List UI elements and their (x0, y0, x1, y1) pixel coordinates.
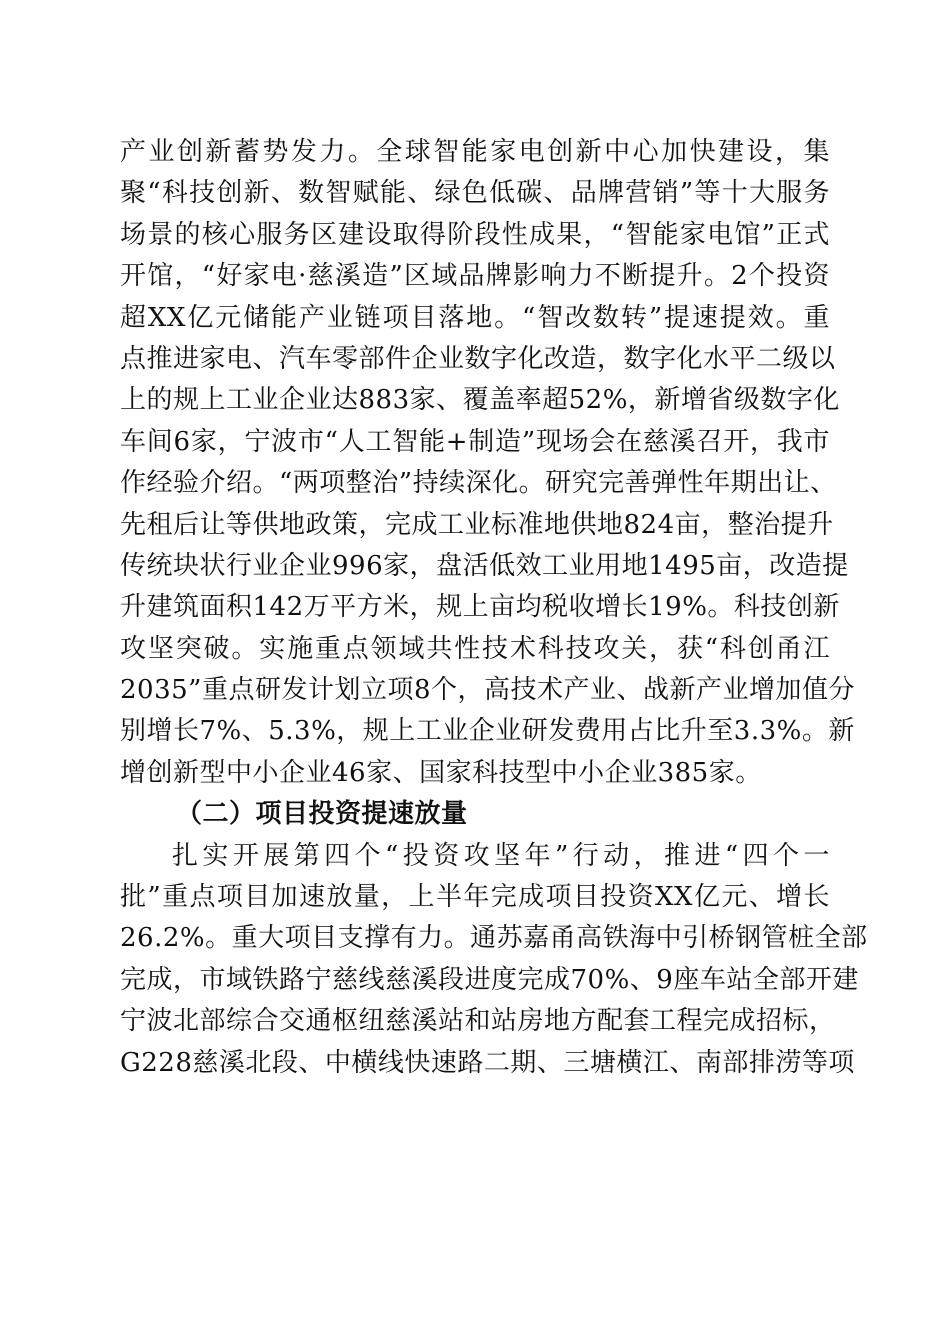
text-line: 2035”重点研发计划立项8个，高技术产业、战新产业增加值分 (120, 675, 856, 706)
text-line: 超XX亿元储能产业链项目落地。“智改数转”提速提效。重 (120, 302, 830, 333)
text-line: 攻坚突破。实施重点领域共性技术科技攻关，获“科创甬江 (120, 633, 830, 664)
text-line: 扎实开展第四个“投资攻坚年”行动，推进“四个一 (172, 840, 830, 871)
text-line: 26.2%。重大项目支撑有力。通苏嘉甬高铁海中引桥钢管桩全部 (120, 923, 868, 954)
text-line: 传统块状行业企业996家，盘活低效工业用地1495亩，改造提 (120, 550, 849, 581)
text-line: 宁波北部综合交通枢纽慈溪站和站房地方配套工程完成招标， (120, 1006, 836, 1037)
text-line: 完成，市域铁路宁慈线慈溪段进度完成70%、9座车站全部开建 (120, 964, 859, 995)
text-line: 作经验介绍。“两项整治”持续深化。研究完善弹性年期出让、 (120, 468, 837, 499)
text-line: 别增长7%、5.3%，规上工业企业研发费用占比升至3.3%。新 (120, 716, 855, 747)
text-line: 车间6家，宁波市“人工智能+制造”现场会在慈溪召开，我市 (120, 426, 830, 457)
text-line: G228慈溪北段、中横线快速路二期、三塘横江、南部排涝等项 (120, 1047, 855, 1078)
text-line: 增创新型中小企业46家、国家科技型中小企业385家。 (120, 757, 762, 788)
text-line: 先租后让等供地政策，完成工业标准地供地824亩，整治提升 (120, 509, 834, 540)
text-line: 升建筑面积142万平方米，规上亩均税收增长19%。科技创新 (120, 592, 840, 623)
text-line: 产业创新蓄势发力。全球智能家电创新中心加快建设，集 (120, 137, 830, 167)
text-line: 开馆，“好家电·慈溪造”区域品牌影响力不断提升。2个投资 (120, 261, 830, 292)
text-line: 批”重点项目加速放量，上半年完成项目投资XX亿元、增长 (120, 882, 830, 913)
text-line: 点推进家电、汽车零部件企业数字化改造，数字化水平二级以 (120, 343, 836, 374)
document-body (120, 132, 868, 1084)
section-heading: （二）项目投资提速放量 (176, 799, 468, 830)
text-line: 聚“科技创新、数智赋能、绿色低碳、品牌营销”等十大服务 (120, 178, 830, 209)
text-line: 场景的核心服务区建设取得阶段性成果，“智能家电馆”正式 (120, 219, 830, 250)
text-line: 上的规上工业企业达883家、覆盖率超52%，新增省级数字化 (120, 385, 840, 416)
